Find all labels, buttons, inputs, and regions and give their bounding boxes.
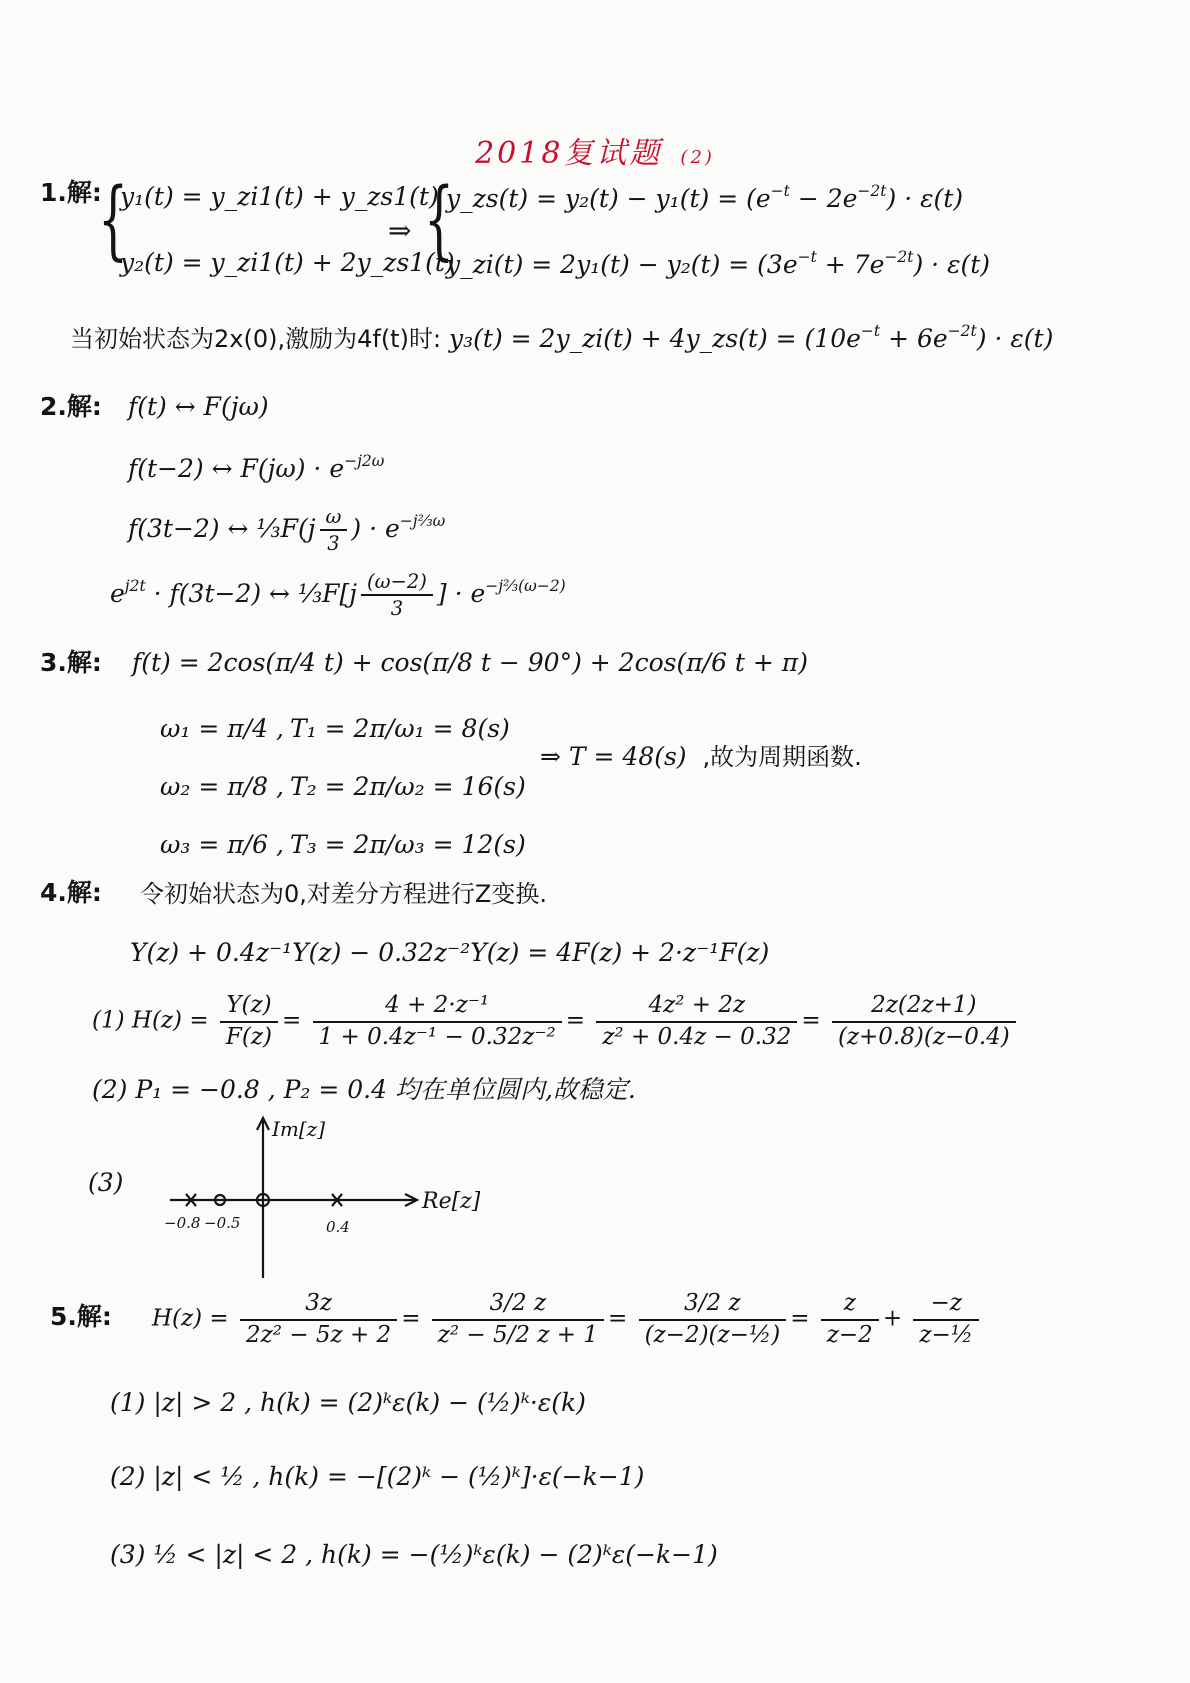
page-subtitle: (2) bbox=[680, 147, 715, 168]
p2-line-4: $e^{j2t} \cdot f(3t-2)$ ↔ ⅓F[j $\frac{(\omega-2)}{3}$ ] · $e^{-j\frac{2}{3}(\omega-2)}$ bbox=[110, 570, 566, 621]
p4-poles-stability: (2) P₁ = −0.8 , P₂ = 0.4 均在单位圆内,故稳定. bbox=[92, 1075, 636, 1104]
problem-3-label: 3.解: bbox=[40, 648, 102, 677]
problem-4-label: 4.解: bbox=[40, 878, 102, 907]
p1-condition: 当初始状态为2x(0),激励为4f(t)时: y₃(t) = 2y_zi(t) + 4y_zs(t) = $(10e^{-t} + 6e^{-2t}) \cdot \varepsilon(t)$ bbox=[70, 322, 1054, 353]
p3-period-2: T₂ = 2π/ω₂ = 16(s) bbox=[290, 772, 526, 801]
p4-plot-label: (3) bbox=[88, 1168, 124, 1197]
page-title: 2018复试题 (2) bbox=[475, 136, 715, 171]
p2-line-1: f(t) ↔ F(jω) bbox=[128, 392, 269, 421]
p2-line-3: f(3t−2) ↔ ⅓F(j $\frac{\omega}{3}$ ) · $e^{-j\frac{2}{3}\omega}$ bbox=[128, 505, 446, 556]
p2-line-2: f(t−2) ↔ $F(j\omega) \cdot e^{-j2\omega}$ bbox=[128, 452, 385, 483]
implies-arrow: ⇒ bbox=[388, 214, 412, 247]
p3-function: f(t) = 2cos(π/4 t) + cos(π/8 t − 90°) + 2cos(π/6 t + π) bbox=[132, 648, 808, 677]
p4-intro: 令初始状态为0,对差分方程进行Z变换. bbox=[140, 880, 547, 908]
p4-z-transform: Y(z) + 0.4z⁻¹Y(z) − 0.32z⁻²Y(z) = 4F(z) + 2·z⁻¹F(z) bbox=[130, 938, 770, 967]
problem-1-label: 1.解: bbox=[40, 178, 102, 207]
problem-5-label: 5.解: bbox=[50, 1302, 112, 1331]
real-axis-label: Re[z] bbox=[422, 1189, 480, 1214]
left-brace: { bbox=[98, 170, 129, 270]
p5-case-3: (3) ½ < |z| < 2 , h(k) = −(½)ᵏε(k) − (2)ᵏε(−k−1) bbox=[110, 1540, 718, 1569]
tick-label: 0.4 bbox=[326, 1218, 350, 1236]
right-brace: { bbox=[424, 170, 455, 270]
p3-period-1: T₁ = 2π/ω₁ = 8(s) bbox=[290, 714, 510, 743]
p3-result: ⇒ T = 48(s) ,故为周期函数. bbox=[540, 742, 862, 771]
p1-eq-yzs: y_zs(t) = $y_2(t) - y_1(t) = (e^{-t} - 2e^{-2t}) \cdot \varepsilon(t)$ bbox=[446, 182, 964, 213]
imaginary-axis-label: Im[z] bbox=[272, 1117, 326, 1141]
p5-case-2: (2) |z| < ½ , h(k) = −[(2)ᵏ − (½)ᵏ]·ε(−k−1) bbox=[110, 1462, 645, 1491]
tick-label: −0.5 bbox=[204, 1214, 241, 1232]
tick-label: −0.8 bbox=[164, 1214, 201, 1232]
p4-transfer-function: (1) H(z) = $\frac{Y(z)}{F(z)}$ = $\frac{\text{4 + 2·z⁻¹}}{\text{1 + 0.4z⁻¹ − 0.32z⁻²}}$ = $\frac{\text{4z² + 2z}}{\text{z² + 0.4z − 0.32}}$ = $\frac{2z(2z+1)}{(z+0.8)(z-0.4)}$ bbox=[92, 992, 1020, 1051]
p1-eq-y1: y₁(t) = y_zi1(t) + y_zs1(t) bbox=[120, 182, 439, 211]
p3-omega-3: ω₃ = π/6 , bbox=[160, 830, 284, 859]
p1-eq-yzi: y_zi(t) = $2y_1(t) - y_2(t) = (3e^{-t} + 7e^{-2t}) \cdot \varepsilon(t)$ bbox=[446, 248, 991, 279]
p3-omega-1: ω₁ = π/4 , bbox=[160, 714, 284, 743]
p3-period-3: T₃ = 2π/ω₃ = 12(s) bbox=[290, 830, 526, 859]
problem-2-label: 2.解: bbox=[40, 392, 102, 421]
p3-omega-2: ω₂ = π/8 , bbox=[160, 772, 284, 801]
p1-eq-y2: y₂(t) = y_zi1(t) + 2y_zs1(t) bbox=[120, 248, 455, 277]
pole-zero-plot bbox=[160, 1108, 480, 1283]
p5-transfer-function: H(z) = $\frac{3z}{\text{2z² − 5z + 2}}$ = $\frac{3/2 z}{\text{z² − 5/2 z + 1}}$ = $\frac{3/2 z}{\text{(z−2)(z−½)}}$ = $\frac{z}{z-2}$ + $\frac{-z}{\text{z−½}}$ bbox=[152, 1290, 983, 1349]
p5-case-1: (1) |z| > 2 , h(k) = (2)ᵏε(k) − (½)ᵏ·ε(k) bbox=[110, 1388, 586, 1417]
